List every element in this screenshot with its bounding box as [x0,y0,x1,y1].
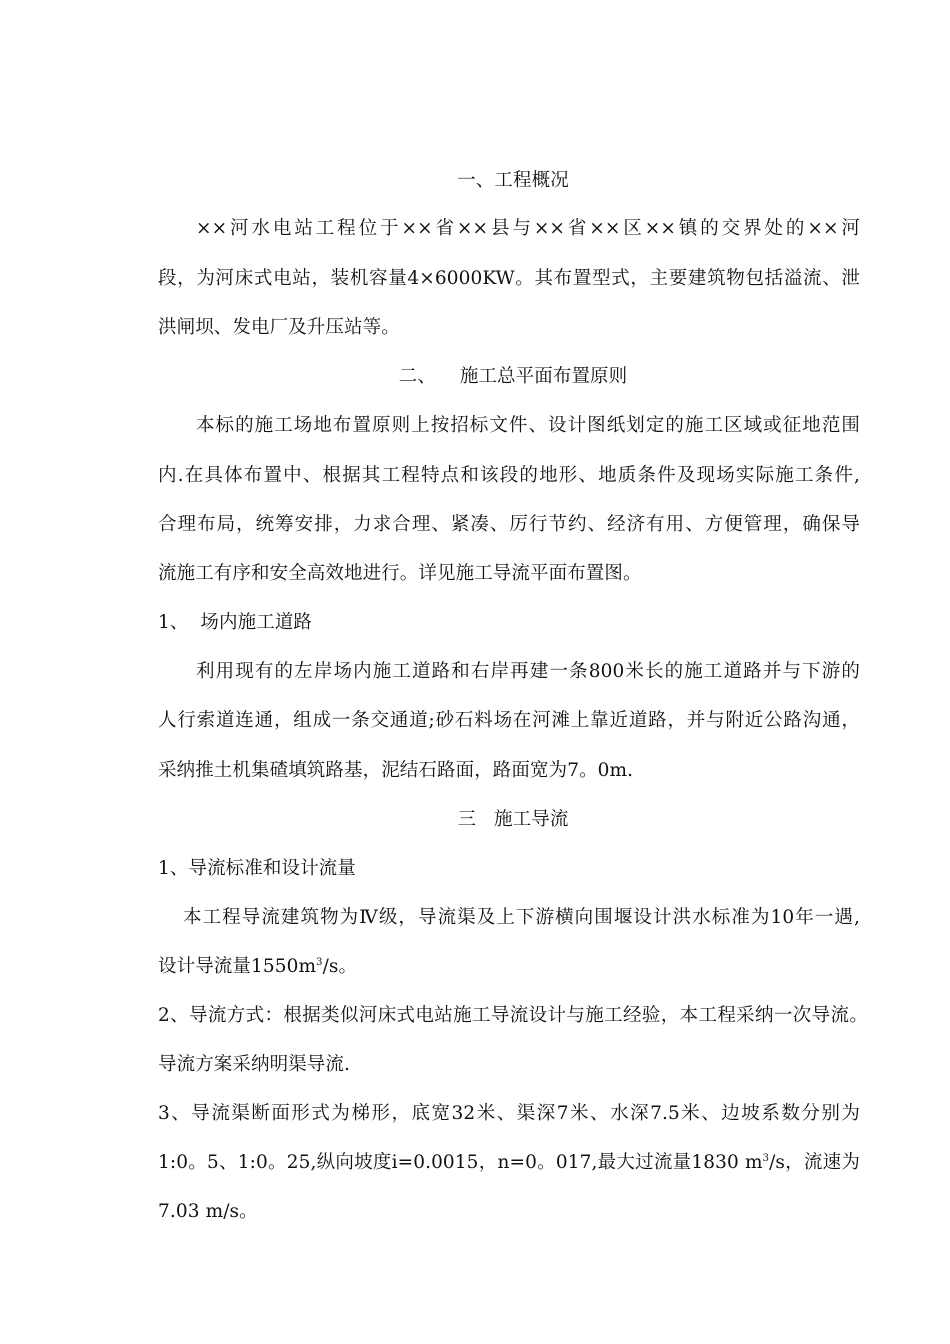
paragraph-line: 2、导流方式：根据类似河床式电站施工导流设计与施工经验，本工程采纳一次导流。 [158,1005,868,1026]
paragraph-line: 导流方案采纳明渠导流. [158,1054,350,1075]
paragraph-line: 利用现有的左岸场内施工道路和右岸再建一条800米长的施工道路并与下游的 [196,661,860,682]
section-heading-layout-principles: 二、 施工总平面布置原则 [398,366,628,387]
text-run: 1:0。5、1:0。25,纵向坡度i=0.0015，n=0。017,最大过流量1830 m [158,1152,763,1173]
subheading-diversion-standard: 1、导流标准和设计流量 [158,858,356,879]
paragraph-line: 本工程导流建筑物为Ⅳ级，导流渠及上下游横向围堰设计洪水标准为10年一遇, [183,907,860,928]
paragraph-line: 人行索道连通，组成一条交通道;砂石料场在河滩上靠近道路，并与附近公路沟通， [158,710,860,731]
paragraph-line: 本标的施工场地布置原则上按招标文件、设计图纸划定的施工区域或征地范围 [196,415,860,436]
paragraph-line: 段，为河床式电站，装机容量4×6000KW。其布置型式，主要建筑物包括溢流、泄 [158,268,860,289]
section-heading-diversion: 三 施工导流 [457,809,569,830]
paragraph-line: 合理布局，统筹安排，力求合理、紧凑、厉行节约、经济有用、方便管理，确保导 [158,514,860,535]
superscript: 3 [762,1152,770,1164]
paragraph-line: 7.03 m/s。 [158,1201,258,1222]
paragraph-line: 流施工有序和安全高效地进行。详见施工导流平面布置图。 [158,563,642,584]
paragraph-line: ××河水电站工程位于××省××县与××省××区××镇的交界处的××河 [196,218,860,239]
paragraph-line [158,955,357,979]
text-run: /s，流速为 [769,1152,860,1173]
paragraph-line: 内.在具体布置中、根据其工程特点和该段的地形、地质条件及现场实际施工条件, [158,465,860,486]
section-heading-overview: 一、工程概况 [457,170,569,191]
subheading-site-roads: 1、 场内施工道路 [158,612,313,633]
paragraph-line: 3、导流渠断面形式为梯形，底宽32米、渠深7米、水深7.5米、边坡系数分别为 [158,1103,860,1124]
text-run: /s。 [322,956,358,977]
text-run: 设计导流量1550m [158,956,317,977]
superscript: 3 [316,956,323,968]
paragraph-line [158,1151,860,1175]
paragraph-line: 洪闸坝、发电厂及升压站等。 [158,317,400,338]
paragraph-line: 采纳推土机集碴填筑路基，泥结石路面，路面宽为7。0m. [158,760,634,781]
